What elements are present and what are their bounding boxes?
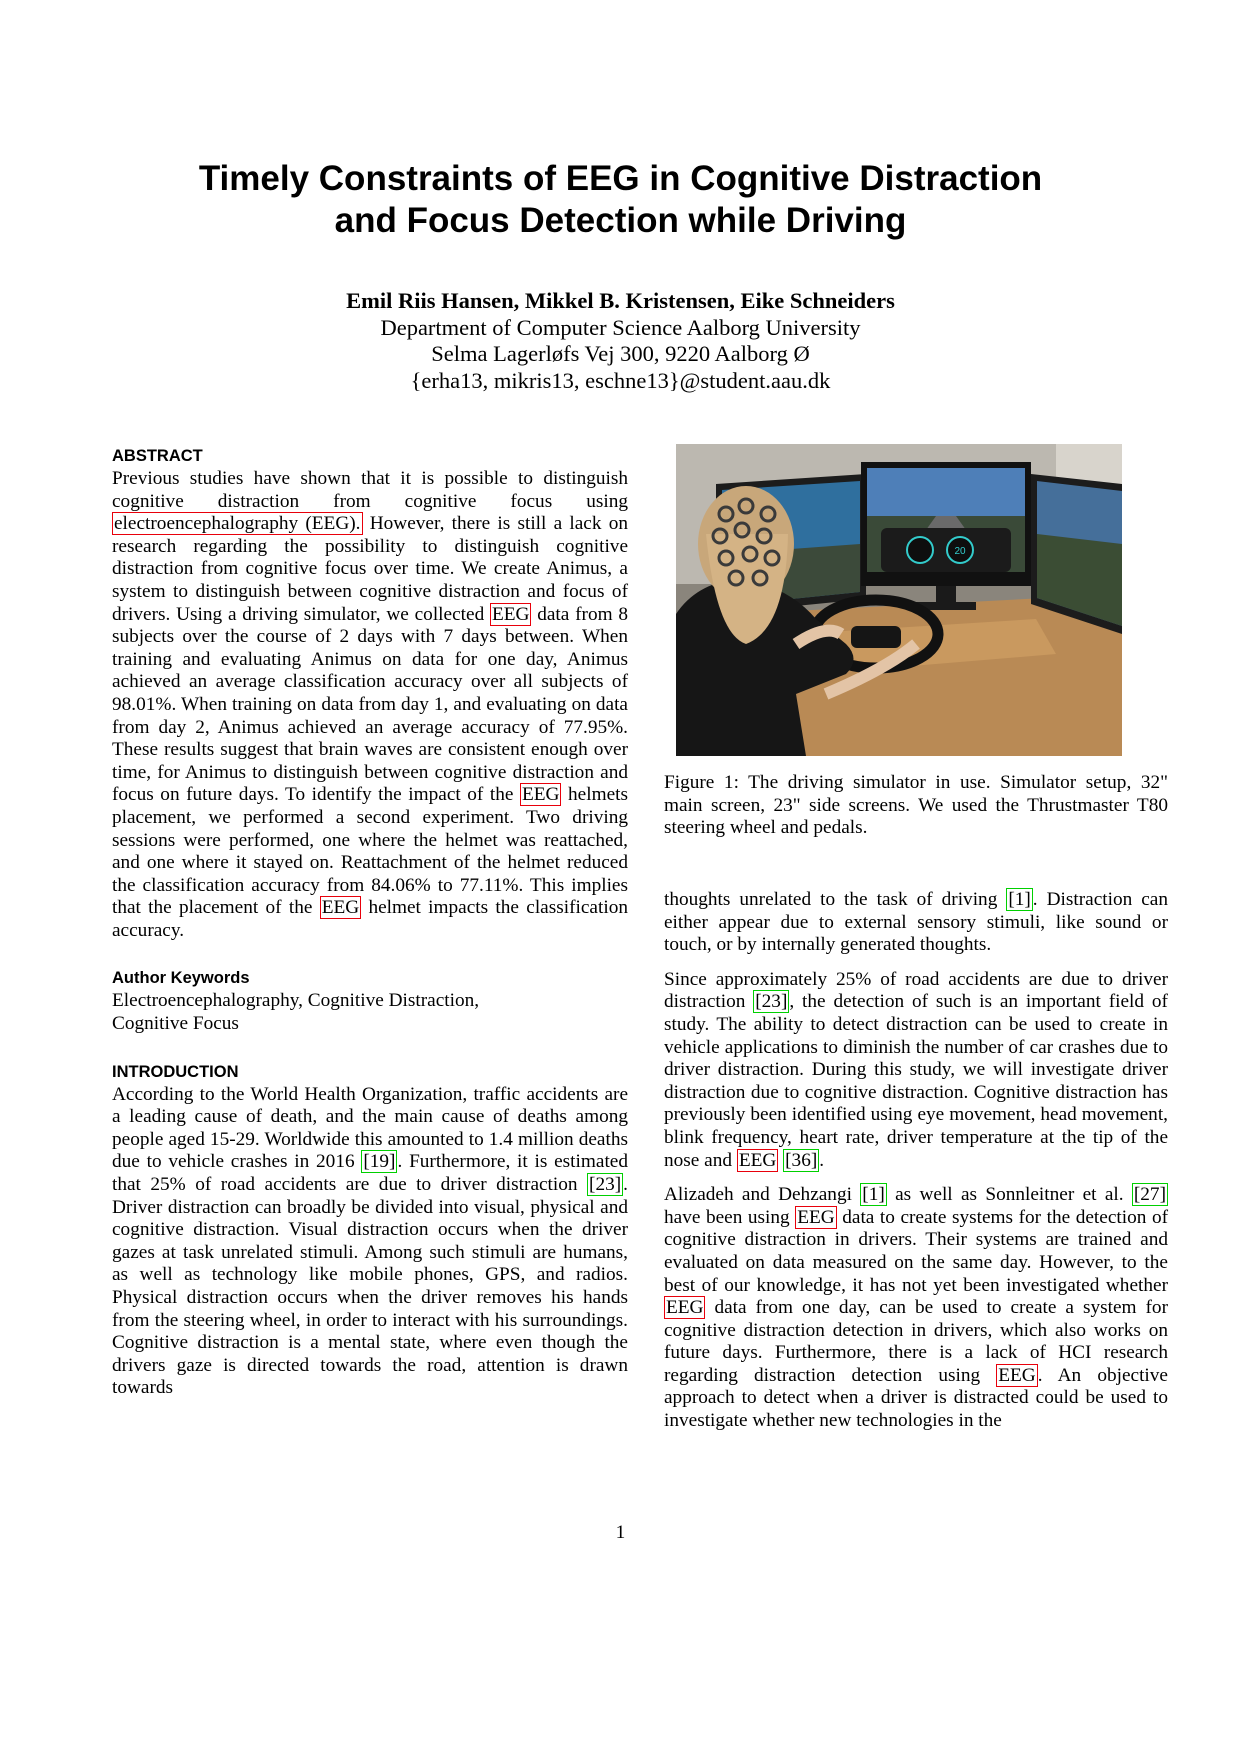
- title-line-1: Timely Constraints of EEG in Cognitive Distraction: [198, 159, 1043, 198]
- citation-link[interactable]: [1]: [862, 1184, 885, 1206]
- right-text-part: have been using: [664, 1206, 796, 1228]
- figure-caption: Figure 1: The driving simulator in use. Simulator setup, 32" main screen, 23" side screens. We used the Thrustmaster T80 steering wheel and pedals.: [664, 772, 1168, 839]
- citation-link[interactable]: [1]: [1008, 889, 1031, 910]
- citation-link[interactable]: [23]: [755, 991, 788, 1013]
- author-block: [100, 288, 1141, 394]
- paper-title: [100, 158, 1141, 242]
- acronym-link-eeg[interactable]: EEG: [491, 603, 530, 625]
- right-text-part: . Distraction can either appear due to external sensory stimuli, like sound or touch, or by internally generated thoughts.: [664, 889, 1168, 956]
- introduction-heading: INTRODUCTION: [112, 1062, 239, 1081]
- acronym-link-eeg[interactable]: EEG: [666, 1297, 704, 1319]
- abstract-heading: ABSTRACT: [112, 447, 203, 465]
- right-column: [664, 889, 1168, 1433]
- left-column: [112, 446, 628, 1400]
- acronym-link-eeg[interactable]: EEG: [321, 897, 360, 919]
- abstract-text: [112, 468, 628, 942]
- page-number: 1: [615, 1522, 626, 1543]
- keywords-heading: Author Keywords: [112, 969, 250, 988]
- keywords-text: [112, 990, 628, 1035]
- author-address: Selma Lagerløfs Vej 300, 9220 Aalborg Ø: [431, 341, 810, 366]
- citation-link[interactable]: [19]: [363, 1151, 396, 1173]
- intro-text-part: . Furthermore, it is estimated that 25% of road accidents are due to driver distraction: [112, 1151, 628, 1196]
- right-paragraph-3: [664, 1184, 1168, 1433]
- acronym-link-eeg[interactable]: EEG: [738, 1149, 777, 1171]
- right-text-part: , the detection of such is an important field of study. The ability to detect distraction can be used to create in vehicle applications to diminish the number of car crashes due to driver distraction. During this study, we will investigate driver distraction due to cognitive distraction. Cognitive distraction has previously been identified using eye movement, head movement, blink frequency, heart rate, driver temperature at the tip of the nose and: [664, 991, 1168, 1171]
- figure-driving-simulator: [676, 444, 1122, 756]
- abstract-text-part: helmets placement, we performed a second experiment. Two driving sessions were performed, one where the helmet was reattached, and one where it stayed on. Reattachment of the helmet reduced the classification accuracy from 84.06% to 77.11%. This implies that the placement of the: [112, 784, 628, 919]
- author-email: {erha13, mikris13, eschne13}@student.aau.dk: [410, 367, 831, 393]
- acronym-link-eeg[interactable]: electroencephalography (EEG).: [114, 513, 361, 535]
- abstract-text-part: Previous studies have shown that it is possible to distinguish cognitive distraction from cognitive focus using: [112, 468, 628, 512]
- right-text-part: data to create systems for the detection of cognitive distraction in drivers. Their systems are trained and evaluated on data measured on the same day. However, to the best of our knowledge, it has not yet been investigated whether: [664, 1206, 1168, 1296]
- right-text-part: .: [819, 1149, 825, 1171]
- acronym-link-eeg[interactable]: EEG: [797, 1206, 835, 1228]
- right-text-part: . An objective approach to detect when a driver is distracted could be used to investigate whether new technologies in the: [664, 1364, 1168, 1432]
- citation-link[interactable]: [36]: [785, 1149, 818, 1171]
- intro-text-part: . Driver distraction can broadly be divided into visual, physical and cognitive distraction. Visual distraction occurs when the driver gazes at task unrelated stimuli. Among such stimuli are humans, as well as technology like mobile phones, GPS, and radios. Physical distraction occurs when the driver removes his hands from the steering wheel, in order to interact with his surroundings. Cognitive distraction is a mental state, where even though the drivers gaze is directed towards the road, attention is drawn towards: [112, 1174, 628, 1399]
- dash-speed: 20: [954, 546, 966, 557]
- introduction-text: [112, 1084, 628, 1400]
- title-line-2: and Focus Detection while Driving: [334, 201, 907, 240]
- citation-link[interactable]: [23]: [589, 1174, 622, 1196]
- simulator-photo: [676, 444, 1122, 756]
- author-names: Emil Riis Hansen, Mikkel B. Kristensen, Eike Schneiders: [346, 288, 895, 313]
- abstract-text-part: helmet impacts the classification accuracy.: [112, 897, 628, 941]
- author-affiliation: Department of Computer Science Aalborg University: [380, 314, 861, 340]
- right-text-part: Since approximately 25% of road accidents are due to driver distraction: [664, 968, 1168, 1013]
- acronym-link-eeg[interactable]: EEG: [998, 1364, 1036, 1386]
- abstract-text-part: However, there is still a lack on research regarding the possibility to distinguish cognitive distraction from cognitive focus over time. We create Animus, a system to distinguish between cognitive distraction and focus of drivers. Using a driving simulator, we collected: [112, 513, 628, 625]
- abstract-text-part: data from 8 subjects over the course of 2 days with 7 days between. When training and evaluating Animus on data for one day, Animus achieved an average classification accuracy over all subjects of 98.01%. When training on data from day 1, and evaluating on data from day 2, Animus achieved an average accuracy of 77.95%. These results suggest that brain waves are consistent enough over time, for Animus to distinguish between cognitive distraction and focus on future days. To identify the impact of the: [112, 603, 628, 806]
- right-paragraph-2: [664, 969, 1168, 1172]
- keywords-line: Cognitive Focus: [112, 1013, 239, 1035]
- right-text-part: data from one day, can be used to create a system for cognitive distraction detection in drivers, which also works on future days. Furthermore, there is a lack of HCI research regarding distraction detection using: [664, 1297, 1168, 1386]
- right-text-part: as well as Sonnleitner et al.: [886, 1184, 1132, 1206]
- right-text-part: thoughts unrelated to the task of driving: [664, 889, 1007, 910]
- acronym-link-eeg[interactable]: EEG: [522, 784, 560, 806]
- right-paragraph-1: [664, 889, 1168, 957]
- citation-link[interactable]: [27]: [1133, 1184, 1166, 1206]
- intro-text-part: According to the World Health Organization, traffic accidents are a leading cause of death, and the main cause of deaths among people aged 15-29. Worldwide this amounted to 1.4 million deaths due to vehicle crashes in 2016: [112, 1083, 628, 1173]
- right-text-part: Alizadeh and Dehzangi: [664, 1184, 861, 1206]
- keywords-line: Electroencephalography, Cognitive Distraction,: [112, 990, 480, 1012]
